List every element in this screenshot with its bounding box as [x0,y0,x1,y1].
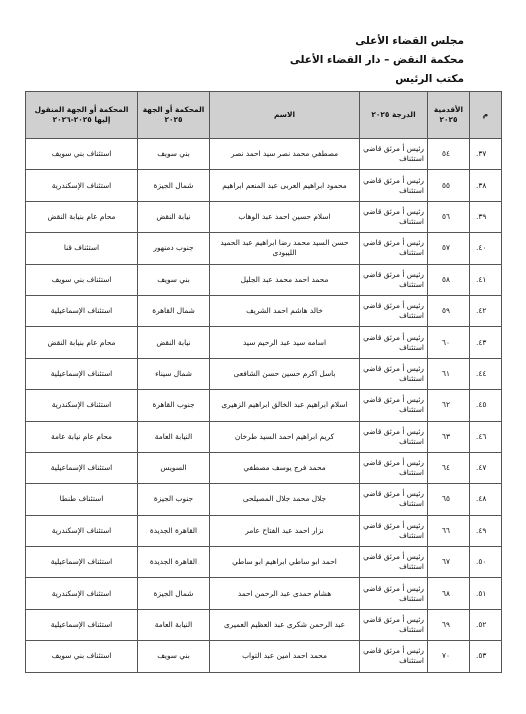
table-row [26,421,502,452]
row-from-court: شمال القاهرة [138,295,210,326]
row-degree: رئيس أ مرئق قاضي استئناف [360,201,428,232]
court-title: محكمة النقض – دار القضاء الأعلى [289,54,464,66]
header-degree: الدرجة ٢٠٢٥ [360,92,428,139]
row-to-court: استئناف الإسكندرية [26,390,138,421]
row-seniority: ٦٠ [428,327,470,358]
row-number: .٤٢ [470,295,502,326]
row-seniority: ٦٢ [428,390,470,421]
row-seniority: ٥٦ [428,201,470,232]
row-name: محمد احمد محمد عبد الجليل [210,264,360,295]
row-to-court: استئناف بني سويف [26,139,138,170]
row-from-court: بني سويف [138,641,210,672]
row-number: .٥٠ [470,547,502,578]
row-from-court: نيابة النقض [138,327,210,358]
row-degree: رئيس أ مرئق قاضي استئناف [360,578,428,609]
table-row [26,327,502,358]
table-row [26,170,502,201]
table-row [26,264,502,295]
row-name: محمد احمد امين عبد التواب [210,641,360,672]
row-number: .٤٥ [470,390,502,421]
row-degree: رئيس أ مرئق قاضي استئناف [360,515,428,546]
transfers-table-wrapper [25,91,501,673]
table-row [26,358,502,389]
row-to-court: استئناف الإسماعيلية [26,358,138,389]
header-to-court: المحكمة أو الجهة المنقول إليها ٢٠٢٥-٢٠٢٦ [26,92,138,139]
row-degree: رئيس أ مرئق قاضي استئناف [360,233,428,264]
row-number: .٤٠ [470,233,502,264]
row-from-court: نيابة النقض [138,201,210,232]
row-to-court: استئناف بني سويف [26,264,138,295]
row-seniority: ٥٨ [428,264,470,295]
row-seniority: ٥٥ [428,170,470,201]
row-degree: رئيس أ مرئق قاضي استئناف [360,264,428,295]
table-row [26,484,502,515]
header-name: الاسم [210,92,360,139]
row-to-court: استئناف الإسكندرية [26,170,138,201]
table-body [26,139,502,673]
table-row [26,578,502,609]
row-name: جلال محمد جلال المصيلحى [210,484,360,515]
table-row [26,233,502,264]
row-to-court: استئناف الإسماعيلية [26,609,138,640]
row-seniority: ٦٩ [428,609,470,640]
table-row [26,641,502,672]
row-seniority: ٦٨ [428,578,470,609]
row-to-court: استئناف الإسكندرية [26,515,138,546]
row-number: .٤٧ [470,452,502,483]
row-number: .٣٧ [470,139,502,170]
row-from-court: شمال الجيزة [138,578,210,609]
row-name: محمود ابراهيم العربى عبد المنعم ابراهيم [210,170,360,201]
table-row [26,547,502,578]
row-seniority: ٦٤ [428,452,470,483]
row-to-court: استئناف بني سويف [26,641,138,672]
row-to-court: محام عام نيابة عامة [26,421,138,452]
row-from-court: بني سويف [138,139,210,170]
row-name: باسل اكرم حسين حسن الشافعى [210,358,360,389]
row-from-court: جنوب الجيزة [138,484,210,515]
row-to-court: استئناف الإسكندرية [26,578,138,609]
row-name: احمد ابو ساطي ابراهيم ابو ساطي [210,547,360,578]
row-degree: رئيس أ مرئق قاضي استئناف [360,358,428,389]
row-degree: رئيس أ مرئق قاضي استئناف [360,327,428,358]
row-seniority: ٦٧ [428,547,470,578]
row-to-court: استئناف قنا [26,233,138,264]
row-from-court: السويس [138,452,210,483]
row-to-court: استئناف الإسماعيلية [26,547,138,578]
table-row [26,201,502,232]
row-name: اسلام ابراهيم عبد الخالق ابراهيم الزهيرى [210,390,360,421]
header-from-court: المحكمة أو الجهة ٢٠٢٥ [138,92,210,139]
row-to-court: استئناف طنطا [26,484,138,515]
row-from-court: جنوب دمنهور [138,233,210,264]
table-row [26,452,502,483]
row-number: .٤١ [470,264,502,295]
row-degree: رئيس أ مرئق قاضي استئناف [360,139,428,170]
document-header [290,32,464,89]
row-from-court: شمال الجيزة [138,170,210,201]
row-degree: رئيس أ مرئق قاضي استئناف [360,452,428,483]
row-from-court: شمال سيناء [138,358,210,389]
row-degree: رئيس أ مرئق قاضي استئناف [360,547,428,578]
row-number: .٤٦ [470,421,502,452]
row-number: .٣٩ [470,201,502,232]
row-seniority: ٦٥ [428,484,470,515]
row-degree: رئيس أ مرئق قاضي استئناف [360,641,428,672]
row-from-court: القاهرة الجديدة [138,515,210,546]
row-degree: رئيس أ مرئق قاضي استئناف [360,609,428,640]
row-name: عبد الرحمن شكرى عبد العظيم العميرى [210,609,360,640]
row-name: مصطفي محمد نصر سيد احمد نصر [210,139,360,170]
table-row [26,295,502,326]
row-from-court: جنوب القاهرة [138,390,210,421]
row-number: .٥٣ [470,641,502,672]
row-seniority: ٧٠ [428,641,470,672]
header-seniority: الأقدمية ٢٠٢٥ [428,92,470,139]
row-name: اسامه سيد عبد الرحيم سيد [210,327,360,358]
row-from-court: القاهرة الجديدة [138,547,210,578]
table-row [26,390,502,421]
transfers-table [25,91,502,673]
row-to-court: محام عام بنيابة النقض [26,201,138,232]
row-name: كريم ابراهيم احمد السيد طرخان [210,421,360,452]
table-row [26,515,502,546]
row-seniority: ٦١ [428,358,470,389]
row-degree: رئيس أ مرئق قاضي استئناف [360,421,428,452]
table-header-row [26,92,502,139]
office-title: مكتب الرئيس [395,73,464,85]
row-degree: رئيس أ مرئق قاضي استئناف [360,390,428,421]
row-from-court: النيابة العامة [138,421,210,452]
row-seniority: ٦٦ [428,515,470,546]
row-to-court: استئناف الإسماعيلية [26,295,138,326]
row-number: .٤٣ [470,327,502,358]
header-num: م [470,92,502,139]
row-from-court: النيابة العامة [138,609,210,640]
row-number: .٣٨ [470,170,502,201]
row-number: .٥١ [470,578,502,609]
row-name: خالد هاشم احمد الشريف [210,295,360,326]
table-row [26,139,502,170]
row-name: نزار احمد عبد الفتاح عامر [210,515,360,546]
row-seniority: ٦٣ [428,421,470,452]
row-from-court: بني سويف [138,264,210,295]
row-seniority: ٥٧ [428,233,470,264]
row-number: .٤٨ [470,484,502,515]
row-name: محمد فرج يوسف مصطفي [210,452,360,483]
row-name: هشام حمدى عبد الرحمن احمد [210,578,360,609]
row-number: .٤٩ [470,515,502,546]
row-name: اسلام حسين احمد عبد الوهاب [210,201,360,232]
table-row [26,609,502,640]
row-degree: رئيس أ مرئق قاضي استئناف [360,170,428,201]
row-seniority: ٥٤ [428,139,470,170]
row-name: حسن السيد محمد رضا ابراهيم عبد الحميد الليبودى [210,233,360,264]
row-degree: رئيس أ مرئق قاضي استئناف [360,484,428,515]
row-seniority: ٥٩ [428,295,470,326]
row-to-court: محام عام بنيابة النقض [26,327,138,358]
council-title: مجلس القضاء الأعلى [355,35,464,47]
row-number: .٥٢ [470,609,502,640]
row-number: .٤٤ [470,358,502,389]
row-to-court: استئناف الإسماعيلية [26,452,138,483]
row-degree: رئيس أ مرئق قاضي استئناف [360,295,428,326]
